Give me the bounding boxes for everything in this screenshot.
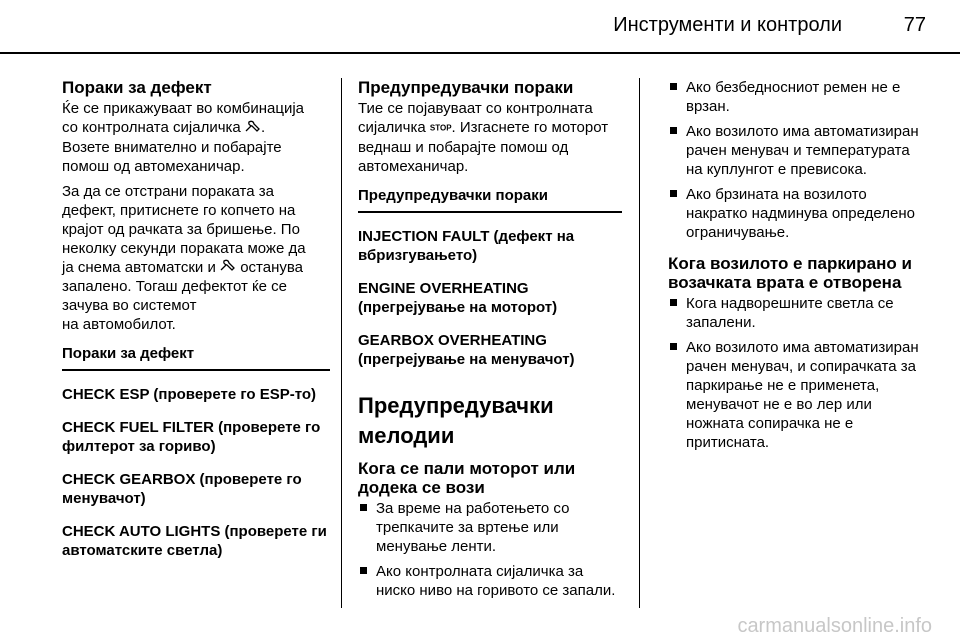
- text-line: останува: [240, 258, 303, 276]
- section-heading: Предупредувачки пораки: [358, 78, 574, 97]
- bullet-icon: [360, 567, 367, 574]
- text-line: на автомобилот.: [62, 316, 176, 334]
- warning-message: INJECTION FAULT (дефект на вбризгувањето): [358, 227, 575, 264]
- list-item: [668, 185, 930, 242]
- warning-message: ENGINE OVERHEATING (прегрејување на моторот): [358, 279, 558, 316]
- bullet-icon: [670, 343, 677, 350]
- text-line: . Изгаснете го моторот: [451, 119, 609, 136]
- fault-message: CHECK AUTO LIGHTS (проверете ги автоматските светла): [62, 523, 327, 560]
- header-rule: [0, 52, 960, 54]
- bullet-list: [668, 294, 930, 452]
- section-heading: Кога се пали моторот или додека се вози: [358, 458, 576, 497]
- paragraph-1: Ќе се прикажуваат во комбинација со контролната сијаличка . Возете внимателно и побарајте помош од автомеханичар.: [62, 100, 304, 175]
- list-item-text: За време на работењето со трепкачите за вртење или менување ленти.: [376, 499, 570, 555]
- page-number: 77: [903, 14, 926, 36]
- big-heading: Предупредувачки мелодии: [358, 392, 554, 448]
- text-line: веднаш и побарајте помош од: [358, 138, 569, 156]
- list-item: [358, 562, 622, 600]
- text-line: автомеханичар.: [358, 157, 469, 175]
- text-line: Тие се појавуваат со контролната: [358, 100, 593, 117]
- column-1: [62, 78, 330, 560]
- list-item-text: Кога надворешните светла се запалени.: [686, 295, 894, 331]
- stop-icon: STOP: [429, 123, 452, 133]
- text-line: дефект, притиснете го копчето на: [62, 201, 296, 219]
- fault-message: CHECK GEARBOX (проверете го менувачот): [62, 471, 302, 508]
- list-item-text: Ако возилото има автоматизиран рачен менувач и температурата на куплунгот е превисока.: [686, 123, 919, 178]
- header-title: Инструменти и контроли: [613, 14, 842, 36]
- list-item: [668, 78, 930, 116]
- list-item-text: Ако возилото има автоматизиран рачен менувач, и сопирачката за паркирање не е применета, менувачот не е во лер или ножната сопирачка не е притисната.: [686, 339, 919, 451]
- text-line: крајот од рачката за бришење. По: [62, 220, 300, 238]
- bullet-icon: [670, 83, 677, 90]
- text-line: неколку секунди пораката може да: [62, 239, 306, 257]
- bullet-list: [358, 499, 622, 600]
- fault-message: CHECK FUEL FILTER (проверете го филтерот за гориво): [62, 419, 321, 456]
- section-heading: Кога возилото е паркирано и возачката врата е отворена: [668, 254, 912, 292]
- column-divider: [639, 78, 640, 608]
- column-divider: [341, 78, 342, 608]
- text-line: Возете внимателно и побарајте: [62, 138, 282, 156]
- list-item-text: Ако безбедносниот ремен не е врзан.: [686, 79, 901, 115]
- fault-message: CHECK ESP (проверете го ESP-то): [62, 386, 317, 404]
- subheading: Пораки за дефект: [62, 344, 330, 371]
- paragraph: [358, 99, 622, 176]
- bullet-icon: [670, 190, 677, 197]
- list-item: [358, 499, 622, 556]
- bullet-icon: [360, 504, 367, 511]
- text-line: За да се отстрани пораката за: [62, 182, 274, 200]
- list-item-text: Ако контролната сијаличка за ниско ниво на горивото се запали.: [376, 562, 616, 599]
- subheading: Предупредувачки пораки: [358, 186, 622, 213]
- text-line: запалено. Тогаш дефектот ќе се: [62, 278, 287, 296]
- text-line: помош од автомеханичар.: [62, 157, 245, 175]
- column-3: [668, 78, 930, 458]
- list-item: [668, 122, 930, 179]
- watermark: carmanualsonline.info: [737, 615, 932, 637]
- service-wrench-icon: [220, 258, 236, 277]
- column-2: [358, 78, 622, 606]
- list-item-text: Ако брзината на возилото накратко надминува определено ограничување.: [686, 186, 915, 241]
- paragraph-2: [62, 182, 330, 335]
- text-line: Ќе се прикажуваат во комбинација: [62, 100, 304, 117]
- bullet-icon: [670, 127, 677, 134]
- text-line: ја снема автоматски и: [62, 258, 216, 276]
- warning-message: GEARBOX OVERHEATING (прегрејување на менувачот): [358, 331, 575, 368]
- text-line: сијаличка: [358, 119, 426, 136]
- list-item: [668, 294, 930, 332]
- bullet-list: [668, 78, 930, 242]
- bullet-icon: [670, 299, 677, 306]
- page-header: [0, 0, 960, 52]
- list-item: [668, 338, 930, 452]
- service-wrench-icon: [245, 119, 261, 138]
- section-heading: Пораки за дефект: [62, 78, 212, 97]
- text-line: зачува во системот: [62, 297, 197, 315]
- text-line: со контролната сијаличка: [62, 119, 241, 136]
